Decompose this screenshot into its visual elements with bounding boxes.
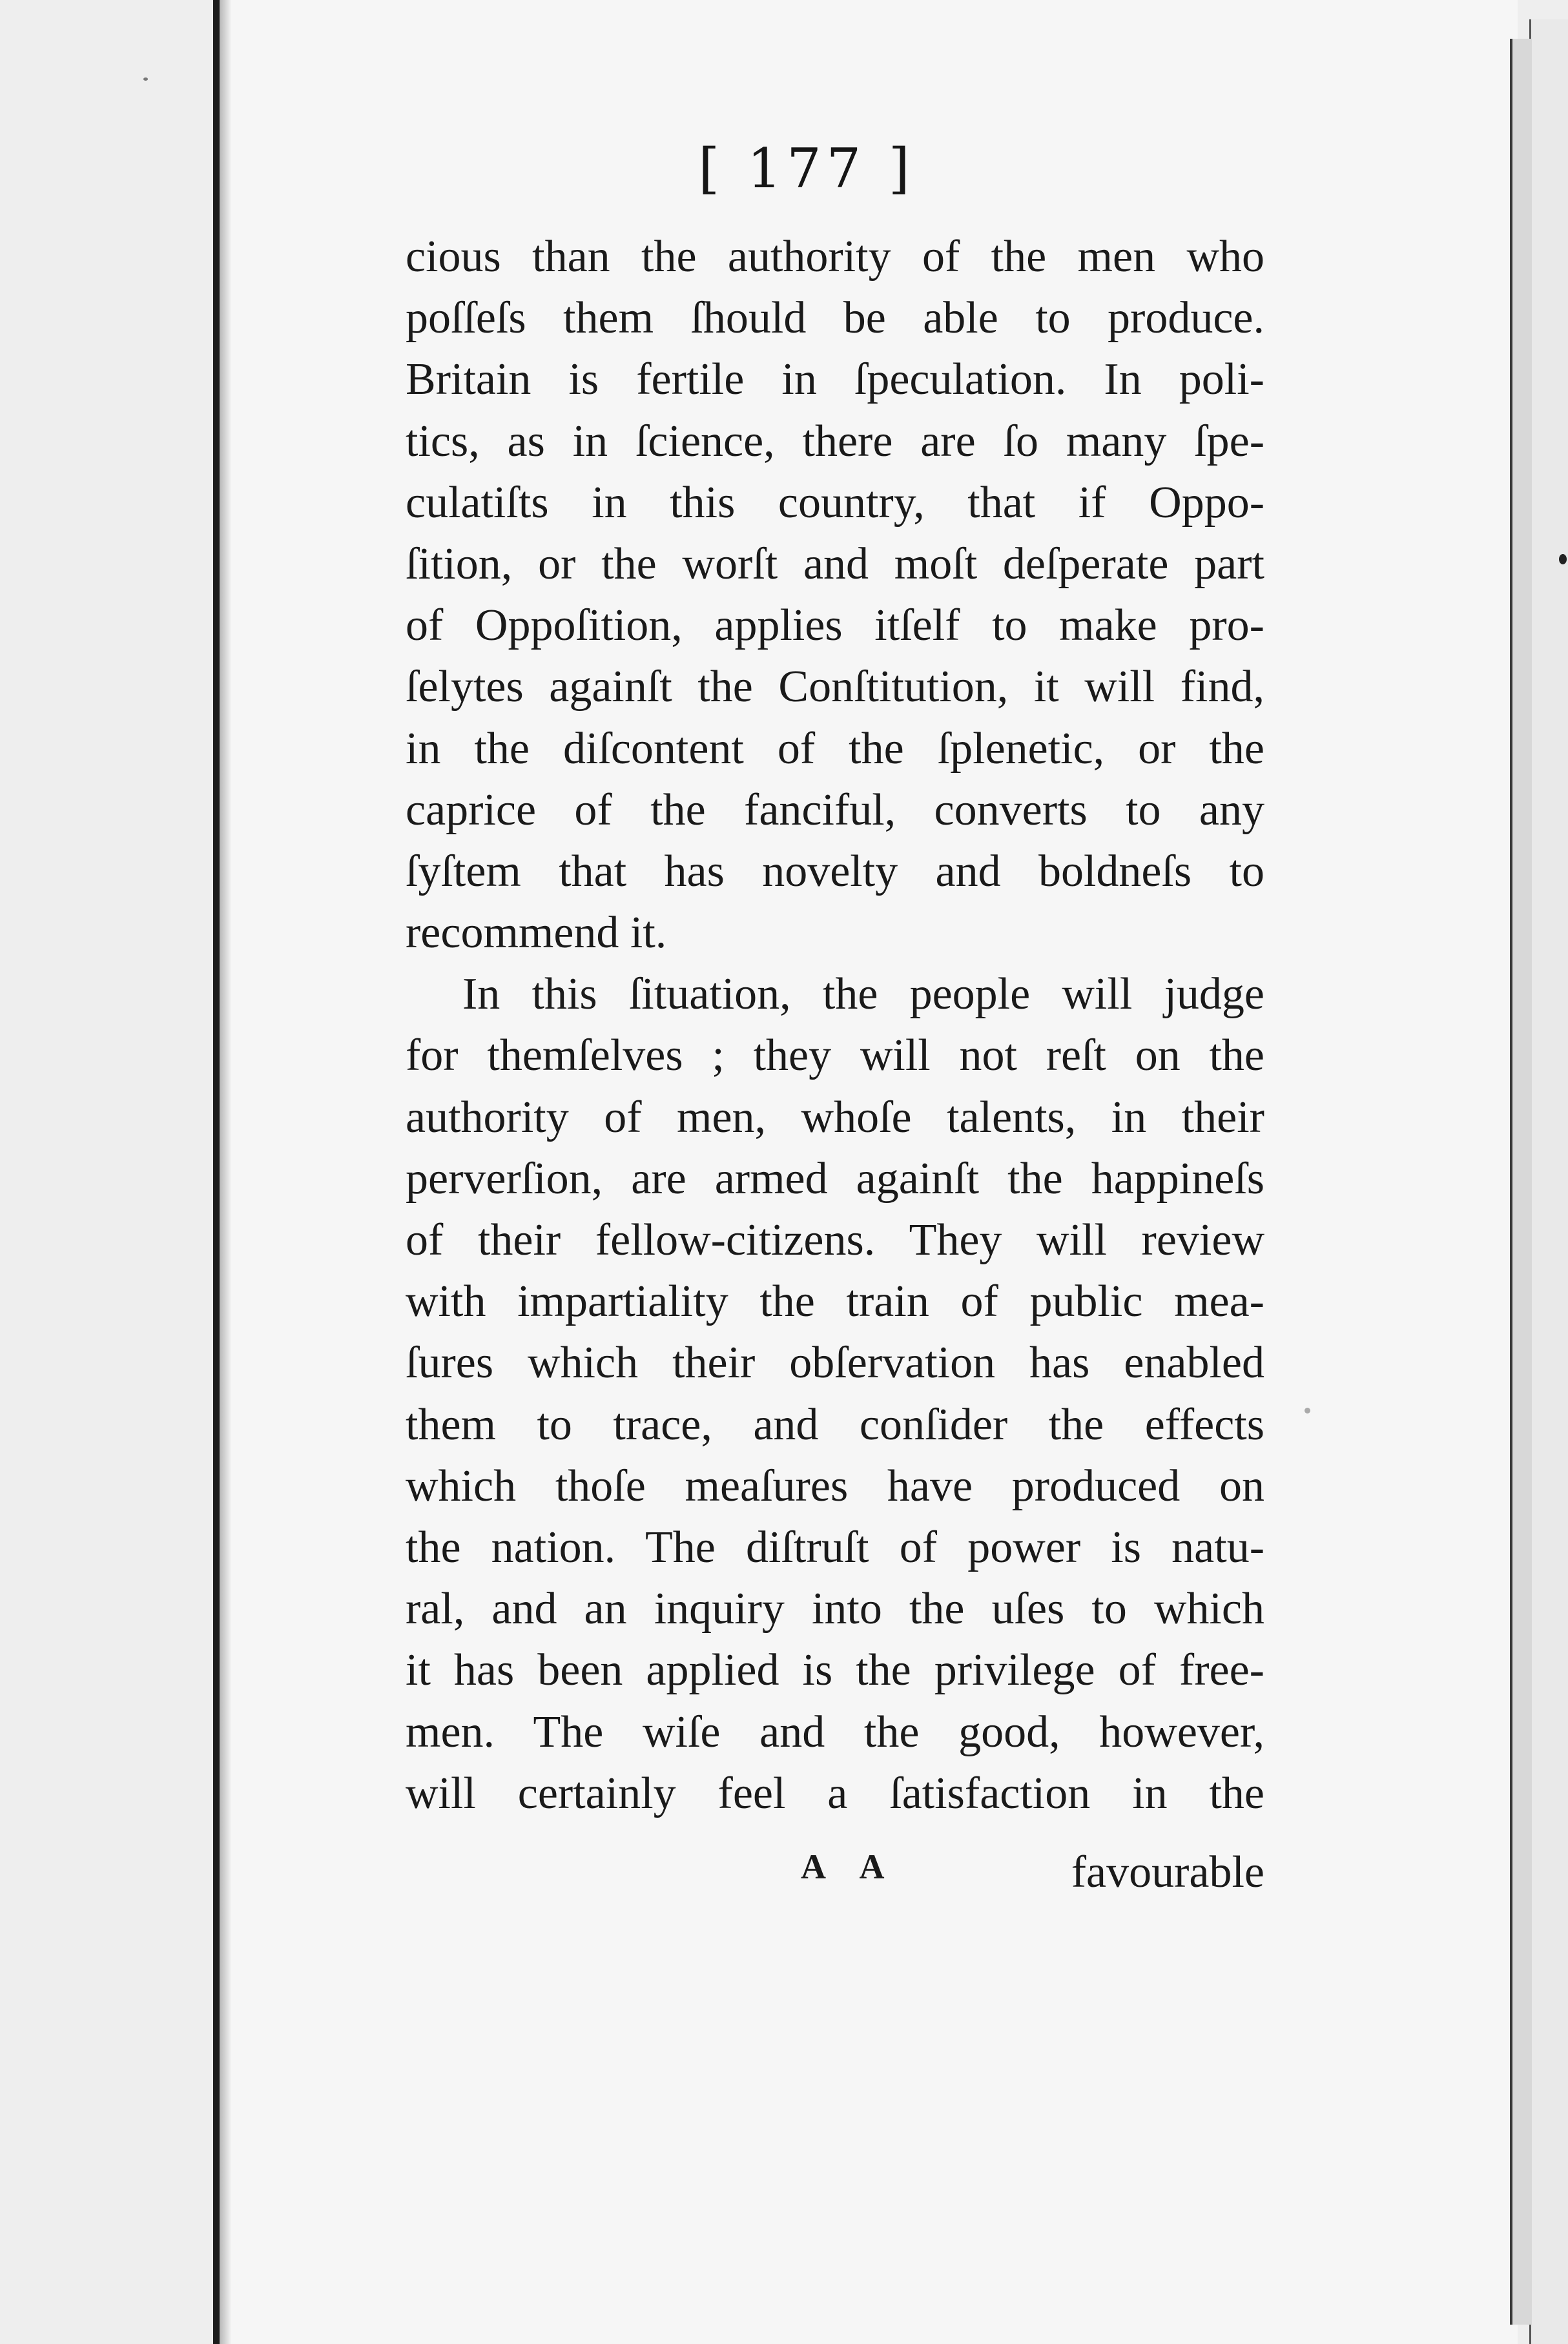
- paper-speck: [143, 77, 148, 81]
- text-line: men. The wiſe and the good, however,: [406, 1707, 1264, 1757]
- text-line: poſſeſs them ſhould be able to produce.: [406, 293, 1264, 344]
- catchword: favourable: [1071, 1847, 1264, 1897]
- text-line: Britain is fertile in ſpeculation. In poli-: [406, 355, 1264, 405]
- text-line: will certainly feel a ſatisfaction in the: [406, 1768, 1264, 1818]
- text-line: of their fellow-citizens. They will review: [406, 1215, 1264, 1265]
- page-footer: [406, 1847, 1264, 1909]
- page-number: [ 177 ]: [698, 137, 915, 200]
- facing-page-edge: [0, 0, 213, 2344]
- page-stack-edge: [1529, 19, 1568, 2344]
- text-line: in the diſcontent of the ſplenetic, or the: [406, 723, 1264, 774]
- text-line: authority of men, whoſe talents, in their: [406, 1092, 1264, 1142]
- paper-speck: [1305, 1408, 1310, 1414]
- gutter-shadow: [220, 0, 231, 2344]
- body-text: [406, 226, 1264, 1824]
- text-line: caprice of the fanciful, converts to any: [406, 785, 1264, 835]
- text-line: of Oppoſition, applies itſelf to make pro-: [406, 601, 1264, 651]
- page-edge: [1510, 39, 1532, 2325]
- text-line: recommend it.: [406, 908, 667, 958]
- text-line: culatiſts in this country, that if Oppo-: [406, 477, 1264, 528]
- paragraph: [406, 226, 1264, 963]
- text-line: ral, and an inquiry into the uſes to which: [406, 1584, 1264, 1634]
- text-line: which thoſe meaſures have produced on: [406, 1461, 1264, 1511]
- text-line: perverſion, are armed againſt the happineſs: [406, 1153, 1264, 1204]
- text-line: ſyſtem that has novelty and boldneſs to: [406, 846, 1264, 896]
- text-line: ſures which their obſervation has enabled: [406, 1338, 1264, 1388]
- text-line: them to trace, and conſider the effects: [406, 1399, 1264, 1450]
- text-line: ſelytes againſt the Conſtitution, it will find,: [406, 662, 1264, 712]
- paper-speck: [1559, 554, 1567, 564]
- signature-mark: A A: [801, 1847, 899, 1886]
- text-line: it has been applied is the privilege of free-: [406, 1645, 1264, 1696]
- text-line: In this ſituation, the people will judge: [462, 969, 1264, 1020]
- binding-gutter: [213, 0, 220, 2344]
- text-line: cious than the authority of the men who: [406, 232, 1264, 282]
- text-line: for themſelves ; they will not reſt on the: [406, 1031, 1264, 1081]
- text-line: ſition, or the worſt and moſt deſperate part: [406, 539, 1264, 589]
- text-line: with impartiality the train of public mea-: [406, 1277, 1264, 1327]
- text-line: the nation. The diſtruſt of power is natu-: [406, 1522, 1264, 1572]
- paragraph: [406, 963, 1264, 1824]
- text-line: tics, as in ſcience, there are ſo many ſpe-: [406, 416, 1264, 466]
